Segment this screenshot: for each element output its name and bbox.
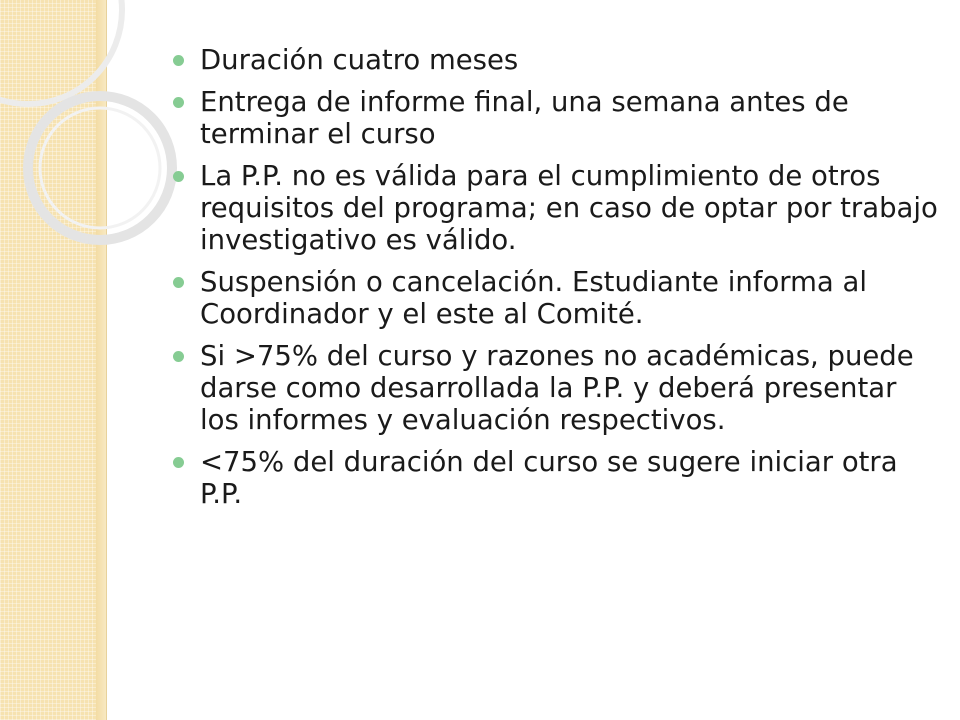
small-ring-shape: [28, 96, 172, 240]
bullet-text: <75% del duración del curso se sugere iniciar otra P.P.: [200, 446, 898, 510]
small-ring-highlight-shape: [40, 108, 160, 228]
bullet-item-suspension: [170, 266, 940, 330]
bullet-dot-icon: [173, 55, 184, 66]
bullet-text: Si >75% del curso y razones no académicas, puede darse como desarrollada la P.P. y deberá presentar los informes y evaluación respectivos.: [200, 340, 914, 436]
bullet-dot-icon: [173, 351, 184, 362]
large-ring-shape: [0, 0, 122, 104]
bullet-dot-icon: [173, 97, 184, 108]
bullet-text: Duración cuatro meses: [200, 44, 519, 76]
bullet-item-final-report: [170, 86, 940, 150]
bullet-dot-icon: [173, 277, 184, 288]
bullet-item-validity: [170, 160, 940, 256]
bullet-item-over-75: [170, 340, 940, 436]
slide-body: [170, 44, 940, 520]
bullet-dot-icon: [173, 457, 184, 468]
bullet-item-duration: [170, 44, 940, 76]
bullet-text: La P.P. no es válida para el cumplimiento de otros requisitos del programa; en caso de optar por trabajo investigativo es válido.: [200, 160, 938, 256]
bullet-item-under-75: [170, 446, 940, 510]
bullet-list: [170, 44, 940, 510]
bullet-text: Entrega de informe final, una semana antes de terminar el curso: [200, 86, 849, 150]
bullet-dot-icon: [173, 171, 184, 182]
bullet-text: Suspensión o cancelación. Estudiante informa al Coordinador y el este al Comité.: [200, 266, 867, 330]
